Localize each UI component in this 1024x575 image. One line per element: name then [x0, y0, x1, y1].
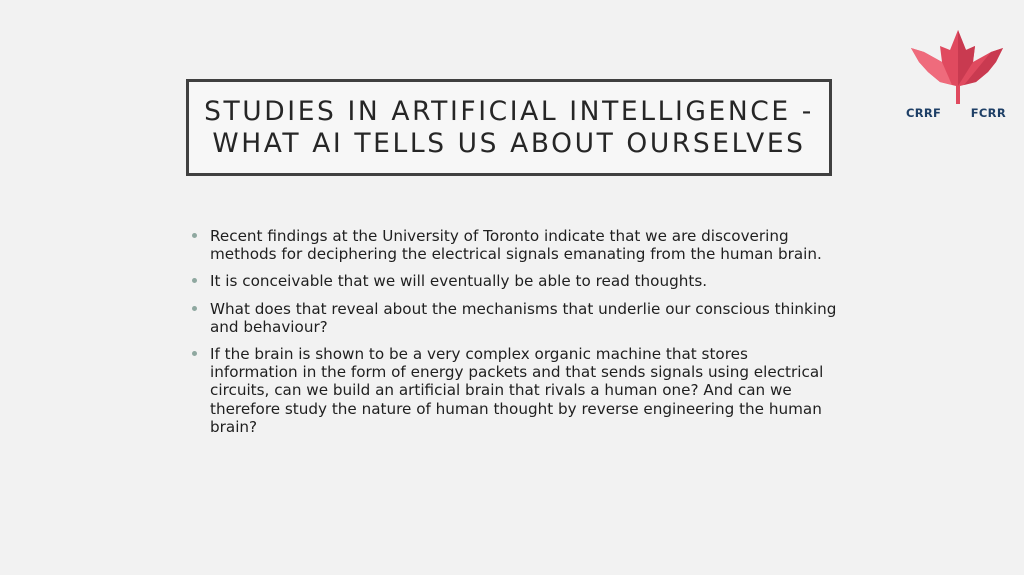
bullet-item [190, 227, 840, 263]
slide-title-line-1: STUDIES IN ARTIFICIAL INTELLIGENCE - [204, 95, 814, 127]
bullet-marker [192, 306, 197, 311]
bullet-text: Recent findings at the University of Toronto indicate that we are discovering methods for deciphering the electrical signals emanating from the human brain. [210, 227, 822, 264]
bullet-marker [192, 351, 197, 356]
bullet-text: If the brain is shown to be a very complex organic machine that stores information in the form of energy packets and that sends signals using electrical circuits, can we build an artificial brain that rivals a human one? And can we therefore study the nature of human thought by reverse engineering the human brain? [210, 345, 824, 436]
bullet-list [190, 227, 840, 445]
logo-right-text: FCRR [970, 106, 1006, 120]
crrf-fcrr-logo [906, 28, 1006, 124]
title-box [186, 79, 832, 176]
maple-leaf-icon [906, 28, 1006, 108]
bullet-item [190, 345, 840, 436]
slide-title-line-2: WHAT AI TELLS US ABOUT OURSELVES [212, 127, 806, 159]
bullet-item [190, 272, 840, 290]
bullet-text: What does that reveal about the mechanisms that underlie our conscious thinking and behaviour? [210, 299, 837, 336]
bullet-marker [192, 278, 197, 283]
bullet-item [190, 300, 840, 336]
bullet-marker [192, 233, 197, 238]
bullet-text: It is conceivable that we will eventually be able to read thoughts. [210, 272, 708, 291]
logo-left-text: CRRF [906, 106, 942, 120]
